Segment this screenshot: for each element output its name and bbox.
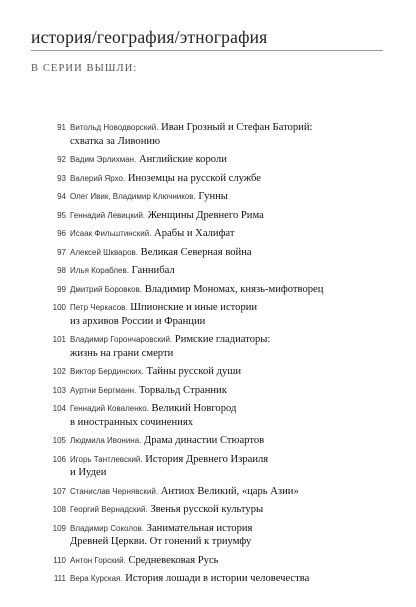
- book-author: Виктор Бердинских.: [70, 367, 144, 376]
- book-number: 94: [57, 192, 66, 201]
- book-number: 111: [53, 574, 66, 583]
- book-entry-text: [70, 554, 399, 568]
- book-title: Иван Грозный и Стефан Баторий:: [161, 122, 313, 133]
- book-list: [44, 121, 399, 586]
- book-number: 107: [52, 486, 66, 496]
- book-author: Валерий Ярхо.: [70, 173, 126, 183]
- book-author: Георгий Вернадский.: [70, 505, 148, 514]
- book-title-continued: в иностранных сочинениях: [70, 416, 194, 428]
- book-number: 101: [52, 335, 66, 344]
- book-title-continued: схватка за Ливонию: [70, 135, 160, 147]
- book-number: 93: [57, 173, 66, 183]
- book-author: Вадим Эрлихман.: [70, 155, 137, 164]
- book-entry-text: [70, 246, 399, 260]
- book-title-continued: жизнь на грани смерти: [70, 347, 174, 359]
- book-entry: [44, 572, 399, 586]
- book-title: Арабы и Халифат: [154, 228, 235, 239]
- book-number: 108: [52, 505, 66, 514]
- book-number: 104: [52, 404, 66, 413]
- book-title: Римские гладиаторы:: [174, 334, 271, 345]
- book-entry: [44, 384, 399, 398]
- book-author: Ауртни Бергманн.: [70, 385, 137, 395]
- book-author: Антон Горский.: [70, 555, 126, 565]
- book-number: 103: [52, 385, 66, 395]
- book-author: Вера Курская.: [70, 574, 123, 583]
- book-author: Владимир Горончаровский.: [70, 335, 173, 344]
- book-title: Гунны: [198, 191, 228, 202]
- book-title: Средневековая Русь: [128, 554, 219, 566]
- header-rule: [31, 50, 383, 51]
- book-entry: [44, 522, 399, 549]
- book-entry: [44, 503, 399, 517]
- book-entry: [44, 434, 399, 448]
- book-title: История Древнего Израиля: [145, 453, 269, 465]
- book-entry-text: [70, 227, 399, 241]
- book-entry: [44, 333, 399, 360]
- book-title: Антиох Великий, «царь Азии»: [160, 485, 299, 497]
- book-title: Женщины Древнего Рима: [147, 209, 264, 221]
- book-author: Исаак Фильштинский.: [70, 229, 152, 238]
- book-entry: [44, 227, 399, 241]
- book-number: 92: [57, 155, 66, 164]
- book-entry: [44, 172, 399, 186]
- book-title-continued: из архивов России и Франции: [70, 315, 206, 327]
- book-title: Занимательная история: [146, 522, 253, 534]
- book-author: Витольд Новодворский.: [70, 123, 159, 132]
- series-title: история/география/этнография: [31, 27, 268, 47]
- book-entry-text: [70, 522, 399, 549]
- book-entry: [44, 485, 399, 499]
- book-number: 106: [52, 454, 66, 464]
- book-entry: [44, 301, 399, 328]
- book-entry-text: [70, 301, 399, 328]
- book-number: 102: [52, 367, 66, 376]
- book-number: 110: [53, 555, 66, 565]
- book-number: 109: [52, 523, 66, 533]
- book-entry: [44, 153, 399, 167]
- book-number: 97: [57, 247, 66, 257]
- book-entry: [44, 121, 399, 148]
- book-title: Владимир Мономах, князь-мифотворец: [144, 283, 324, 295]
- book-entry-text: [70, 365, 399, 379]
- book-entry: [44, 402, 399, 429]
- book-entry: [44, 365, 399, 379]
- book-entry-text: [70, 283, 399, 297]
- book-entry-text: [70, 264, 399, 278]
- book-entry-text: [70, 384, 399, 398]
- book-title: Торвальд Странник: [138, 384, 227, 396]
- book-entry-text: [70, 572, 399, 586]
- book-entry-text: [70, 172, 399, 186]
- book-title: Ганнибал: [131, 265, 175, 276]
- book-entry-text: [70, 503, 399, 517]
- book-author: Геннадий Левицкий.: [70, 210, 146, 220]
- book-author: Станислав Чернявский.: [70, 486, 159, 496]
- book-title: История лошади в истории человечества: [125, 573, 310, 584]
- book-entry-text: [70, 121, 399, 148]
- book-author: Петр Черкасов.: [70, 303, 128, 312]
- book-number: 99: [57, 284, 66, 294]
- book-number: 105: [52, 436, 66, 445]
- book-number: 98: [57, 266, 66, 275]
- book-author: Дмитрий Боровков.: [70, 284, 143, 294]
- book-author: Илья Кораблев.: [70, 266, 129, 275]
- book-title: Шпионские и иные истории: [130, 302, 258, 313]
- book-author: Людмила Ивонина.: [70, 436, 142, 445]
- book-entry-text: [70, 190, 399, 204]
- book-title: Звенья русской культуры: [150, 504, 264, 515]
- book-title: Драма династии Стюартов: [144, 435, 265, 446]
- book-number: 91: [57, 123, 66, 132]
- book-number: 95: [57, 210, 66, 220]
- book-entry: [44, 190, 399, 204]
- book-entry-text: [70, 434, 399, 448]
- book-entry-text: [70, 153, 399, 167]
- book-author: Геннадий Коваленко.: [70, 404, 149, 413]
- book-entry: [44, 209, 399, 223]
- book-entry: [44, 554, 399, 568]
- book-entry: [44, 264, 399, 278]
- book-title-continued: и Иудеи: [70, 467, 107, 478]
- book-entry-text: [70, 209, 399, 223]
- book-title: Английские короли: [138, 154, 227, 165]
- book-number: 100: [52, 303, 66, 312]
- book-title: Великий Новгород: [151, 403, 237, 414]
- book-entry-text: [70, 402, 399, 429]
- book-title: Тайны русской души: [146, 366, 242, 377]
- book-entry: [44, 283, 399, 297]
- book-entry-text: [70, 453, 399, 480]
- book-author: Игорь Тантлевский.: [70, 454, 143, 464]
- book-title: Великая Северная война: [140, 246, 252, 258]
- book-author: Владимир Соколов.: [70, 523, 144, 533]
- book-title: Иноземцы на русской службе: [127, 172, 261, 184]
- book-entry-text: [70, 485, 399, 499]
- book-entry: [44, 453, 399, 480]
- book-entry-text: [70, 333, 399, 360]
- book-title-continued: Древней Церкви. От гонений к триумфу: [70, 536, 252, 547]
- book-number: 96: [57, 229, 66, 238]
- published-label: В СЕРИИ ВЫШЛИ:: [31, 63, 138, 74]
- book-author: Олег Ивик, Владимир Ключников.: [70, 192, 196, 201]
- book-author: Алексей Шкваров.: [70, 247, 138, 257]
- book-entry: [44, 246, 399, 260]
